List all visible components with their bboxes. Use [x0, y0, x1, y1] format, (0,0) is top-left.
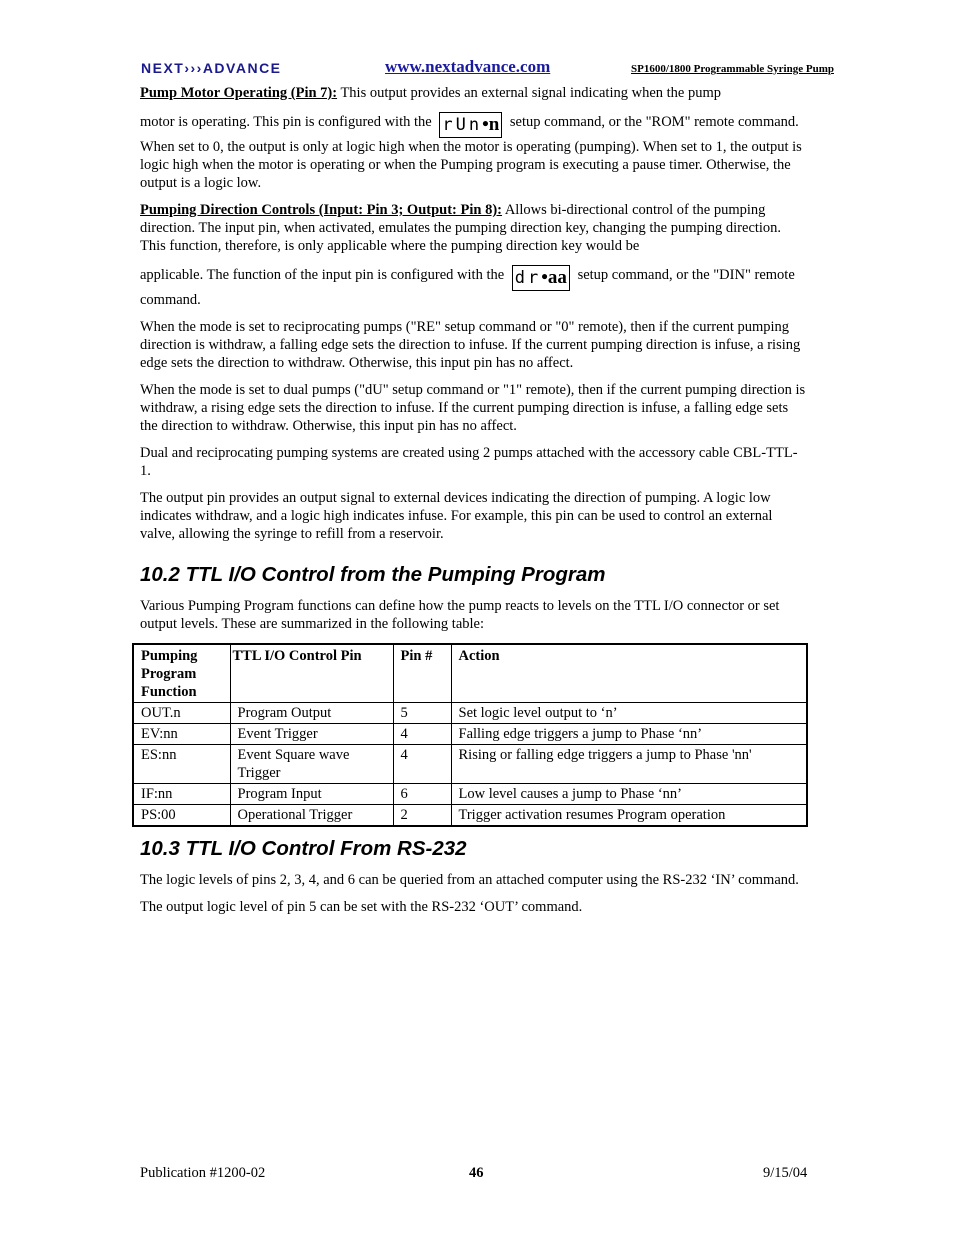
table-row: ES:nn Event Square wave Trigger 4 Rising or falling edge triggers a jump to Phase 'nn' [133, 745, 807, 784]
document-title: SP1600/1800 Programmable Syringe Pump [631, 63, 834, 75]
section-heading-10-2: 10.2 TTL I/O Control from the Pumping Program [140, 563, 606, 586]
lcd-run-icon: rUn•n [439, 112, 502, 138]
table-row: EV:nn Event Trigger 4 Falling edge triggers a jump to Phase ‘nn’ [133, 724, 807, 745]
column-header: TTL I/O Control Pin [230, 644, 393, 703]
motor-paragraph: Pump Motor Operating (Pin 7): This output provides an external signal indicating when the pump [140, 85, 722, 101]
column-header: Action [451, 644, 807, 703]
column-header: Pumping Program Function [133, 644, 230, 703]
motor-label: Pump Motor Operating (Pin 7): [140, 85, 338, 101]
paragraph-cable: Dual and reciprocating pumping systems are created using 2 pumps attached with the accessory cable CBL-TTL-1. [140, 445, 798, 479]
ttl-control-table [132, 643, 808, 827]
table-row: PS:00 Operational Trigger 2 Trigger activation resumes Program operation [133, 805, 807, 827]
paragraph-output-pin: The output pin provides an output signal to external devices indicating the direction of pumping. A logic low indicates withdraw, and a logic high indicates infuse. For example, this pin can be used to control an external valve, allowing the syringe to refill from a reservoir. [140, 490, 773, 542]
direction-label: Pumping Direction Controls (Input: Pin 3; Output: Pin 8): [140, 202, 502, 218]
table-row: IF:nn Program Input 6 Low level causes a jump to Phase ‘nn’ [133, 784, 807, 805]
brand-logo: NEXT›››ADVANCE [141, 60, 282, 76]
footer-publication: Publication #1200-02 [140, 1165, 266, 1181]
page-content [140, 84, 808, 925]
section-text-10-3-b: The output logic level of pin 5 can be set with the RS-232 ‘OUT’ command. [140, 899, 583, 915]
table-header-row [133, 644, 807, 703]
section-heading-10-3: 10.3 TTL I/O Control From RS-232 [140, 837, 467, 860]
paragraph-reciprocating: When the mode is set to reciprocating pumps ("RE" setup command or "0" remote), then if the current pumping direction is withdraw, a falling edge sets the direction to infuse. If the current pumping direction is infuse, a rising edge sets the direction to withdraw. Otherwise, this input pin has no affect. [140, 319, 801, 371]
footer-date: 9/15/04 [763, 1165, 808, 1181]
direction-paragraph: Pumping Direction Controls (Input: Pin 3; Output: Pin 8): Allows bi-directional control of the pumping direction. The input pin, when activated, emulates the pumping direction key, changing the pumping direction. This function, therefore, is only applicable where the pumping direction key would be applicable. The function of the input pin is configured with the dr•aa setup command, or the "DIN" remote command. [140, 202, 795, 308]
footer-page-number: 46 [469, 1165, 484, 1181]
website-link[interactable]: www.nextadvance.com [385, 57, 551, 76]
lcd-direction-icon: dr•aa [512, 265, 570, 291]
section-text-10-3-a: The logic levels of pins 2, 3, 4, and 6 can be queried from an attached computer using the RS-232 ‘IN’ command. [140, 872, 799, 888]
column-header: Pin # [393, 644, 451, 703]
table-row: OUT.n Program Output 5 Set logic level output to ‘n’ [133, 703, 807, 724]
section-intro-10-2: Various Pumping Program functions can define how the pump reacts to levels on the TTL I/O connector or set output levels. These are summarized in the following table: [140, 598, 780, 632]
paragraph-dual: When the mode is set to dual pumps ("dU" setup command or "1" remote), then if the current pumping direction is withdraw, a rising edge sets the direction to infuse. If the current pumping direction is infuse, a falling edge sets the direction to withdraw. Otherwise, this input pin has no affect. [140, 382, 806, 434]
motor-paragraph-cont: motor is operating. This pin is configured with the rUn•n setup command, or the "ROM" remote command. When set to 0, the output is only at logic high when the motor is operating (pumping). When set to 1, the output is logic high when the motor is operating or when the Pumping program is executing a pause timer. Otherwise, the output is a logic low. [140, 114, 802, 191]
